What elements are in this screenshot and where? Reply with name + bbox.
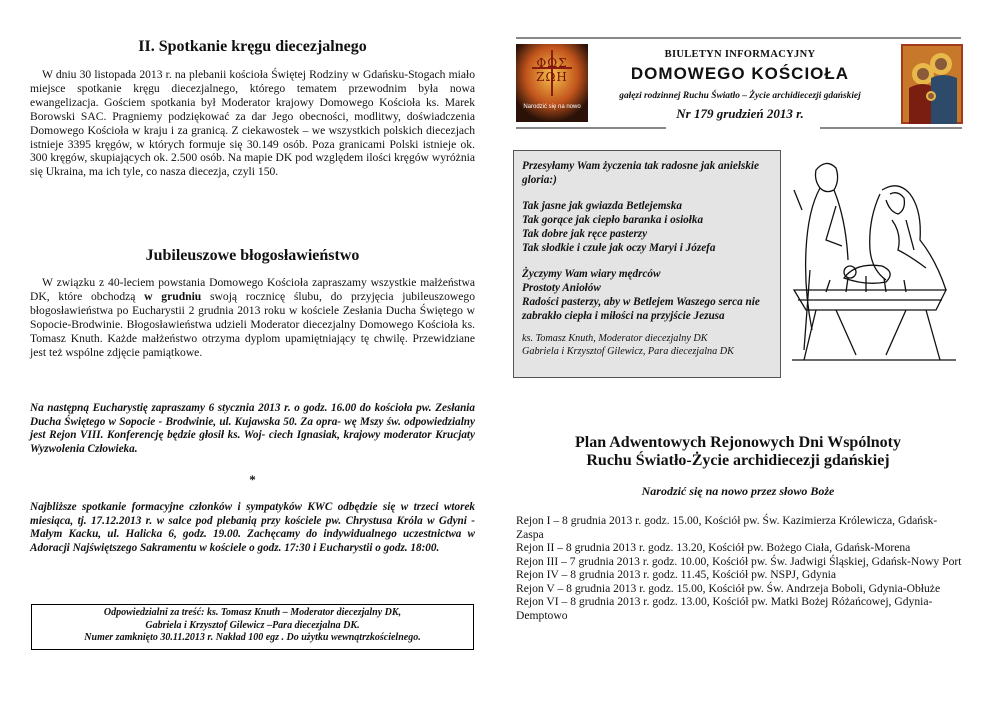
wishes-stanza1-line1: Tak jasne jak gwiazda Betlejemska <box>522 200 682 212</box>
schedule-item-rejon-4: Rejon IV – 8 grudnia 2013 r. godz. 11.45, Kościół pw. NSPJ, Gdynia <box>516 568 836 581</box>
section2-body-start: W związku z 40-leciem powstania Domowego Kościoła zapraszamy wszystkie małżeństwa DK, które obchodzą <box>30 276 475 303</box>
wishes-signature-2: Gabriela i Krzysztof Gilewicz, Para diecezjalna DK <box>522 345 734 357</box>
masthead-top-rule <box>516 37 961 39</box>
schedule-item-rejon-5: Rejon V – 8 grudnia 2013 r. godz. 15.00, Kościół pw. Św. Andrzeja Boboli, Gdynia-Obłuże <box>516 581 941 595</box>
plan-title-line1: Plan Adwentowych Rejonowych Dni Wspólnoty <box>575 434 901 451</box>
logo-caption: Narodzić się na nowo <box>523 104 581 110</box>
wishes-stanza1-line2: Tak gorące jak ciepło baranka i osiołka <box>522 214 704 226</box>
footer-line-1: Odpowiedzialni za treść: ks. Tomasz Knuth – Moderator diecezjalny DK, <box>103 607 402 618</box>
masthead-bottom-rule-right <box>820 127 962 129</box>
nativity-drawing <box>786 150 966 365</box>
schedule-item-rejon-1: Rejon I – 8 grudnia 2013 r. godz. 15.00, Kościół pw. Św. Kazimierza Królewicza, Gdańsk-Zaspa <box>516 514 938 541</box>
wishes-stanza1-line4: Tak słodkie i czułe jak oczy Maryi i Józefa <box>522 242 716 254</box>
christmas-wishes-box <box>513 150 781 378</box>
wishes-stanza1-line3: Tak dobre jak ręce pasterzy <box>522 228 648 240</box>
section2-body-end: swoją rocznicę ślubu, do przyjęcia jubileuszowego błogosławieństwa po Eucharystii 2 grudnia 2013 roku w kościele Zesłania Ducha Świętego w Sopocie-Brodwinie. Błogosławieństwa udzieli Moderator diecezjalny Domowego Kościoła ks. Tomasz Knuth. Każde małżeństwo otrzyma dyplom upamiętniający tę chwilę. Przewidziane jest też wspólne zdjęcie pamiątkowe. <box>30 289 475 359</box>
section2-body-bold: w grudniu <box>144 289 202 303</box>
wishes-stanza2-line3: Radości pasterzy, aby w Betlejem Waszego serca nie zabrakło ciepła i miłości na przyjście Jezusa <box>522 296 760 322</box>
wishes-signature-1: ks. Tomasz Knuth, Moderator diecezjalny DK <box>522 333 708 344</box>
holy-family-icon-image <box>901 44 963 124</box>
section2-body <box>30 276 475 359</box>
schedule-item-rejon-2: Rejon II – 8 grudnia 2013 r. godz. 13.20, Kościół pw. Bożego Ciała, Gdańsk-Morena <box>516 541 911 554</box>
bulletin-title: DOMOWEGO KOŚCIOŁA <box>630 64 850 83</box>
advent-schedule-list <box>516 514 964 622</box>
bulletin-pretitle: BIULETYN INFORMACYJNY <box>664 49 816 60</box>
movement-logo <box>516 44 588 122</box>
section1-title: II. Spotkanie kręgu diecezjalnego <box>138 38 367 55</box>
logo-letters: ΦΩΣ ΖΩΗ <box>536 56 568 84</box>
section1-body: W dniu 30 listopada 2013 r. na plebanii kościoła Świętej Rodziny w Gdańsku-Stogach miało miejsce spotkanie kręgu diecezjalnego, którego tematem przewodnim była nowa ewangelizacja. Gościem spotkania był Moderator krajowy Domowego Kościoła ks. Marek Borowski SAC. Pragniemy podziękować za dar Jego obecności, modlitwy, doświadczenia Domowego Kościoła w kraju i za granicą. Z ciekawostek – we wszystkich polskich diecezjach istnieje 3395 kręgów, w których formuje się 30.149 osób. Poza granicami Polski istnieje ok. 300 kręgów, skupiających ok. 2.500 osób. Na mapie DK pod względem ilości kręgów wyróżnia się Ukraina, ma ich tyle, co nasza diecezja, czyli 150. <box>30 68 475 179</box>
footer-line-2: Gabriela i Krzysztof Gilewicz –Para diecezjalna DK. <box>145 619 360 631</box>
footer-line-3: Numer zamknięto 30.11.2013 r. Nakład 100 egz . Do użytku wewnątrzkościelnego. <box>84 632 421 643</box>
issue-number: Nr 179 grudzień 2013 r. <box>676 106 804 121</box>
editorial-footer-box <box>31 604 474 650</box>
masthead-bottom-rule <box>516 127 666 129</box>
plan-motto: Narodzić się na nowo przez słowo Boże <box>641 484 835 498</box>
plan-title-line2: Ruchu Światło-Życie archidiecezji gdańskiej <box>586 452 890 469</box>
kwc-announcement: Najbliższe spotkanie formacyjne członków i sympatyków KWC odbędzie się w trzeci wtorek miesiąca, tj. 17.12.2013 r. w salce pod plebanią przy kościele pw. Chrystusa Króla w Gdyni - Małym Kacku, ul. Halicka 6, godz. 19.00. Zachęcamy do indywidualnego uczestnictwa w Adoracji Najświętszego Sakramentu w kościele o godz. 17:30 i Eucharystii o godz. 18:00. <box>30 501 475 554</box>
schedule-item-rejon-6: Rejon VI – 8 grudnia 2013 r. godz. 13.00, Kościół pw. Matki Bożej Różańcowej, Gdynia-Demptowo <box>516 595 933 622</box>
bulletin-subtitle: gałęzi rodzinnej Ruchu Światło – Życie archidiecezji gdańskiej <box>619 91 861 101</box>
schedule-item-rejon-3: Rejon III – 7 grudnia 2013 r. godz. 10.00, Kościół pw. Św. Jadwigi Śląskiej, Gdańsk-Nowy Port <box>516 554 962 568</box>
separator-star: * <box>249 472 256 487</box>
wishes-stanza2-line2: Prostoty Aniołów <box>522 282 601 294</box>
wishes-intro: Przesyłamy Wam życzenia tak radosne jak anielskie gloria:) <box>522 160 760 186</box>
wishes-stanza2-line1: Życzymy Wam wiary mędrców <box>522 268 661 280</box>
section2-title: Jubileuszowe błogosławieństwo <box>145 247 360 264</box>
eucharist-announcement: Na następną Eucharystię zapraszamy 6 stycznia 2013 r. o godz. 16.00 do kościoła pw. Zesłania Ducha Świętego w Sopocie - Brodwinie, ul. Kujawska 50. Za opra- wę Mszy św. odpowiedzialny jest Rejon VIII. Konferencję będzie głosił ks. Woj- ciech Ignasiak, krajowy moderator Krucjaty Wyzwolenia Człowieka. <box>30 402 475 455</box>
